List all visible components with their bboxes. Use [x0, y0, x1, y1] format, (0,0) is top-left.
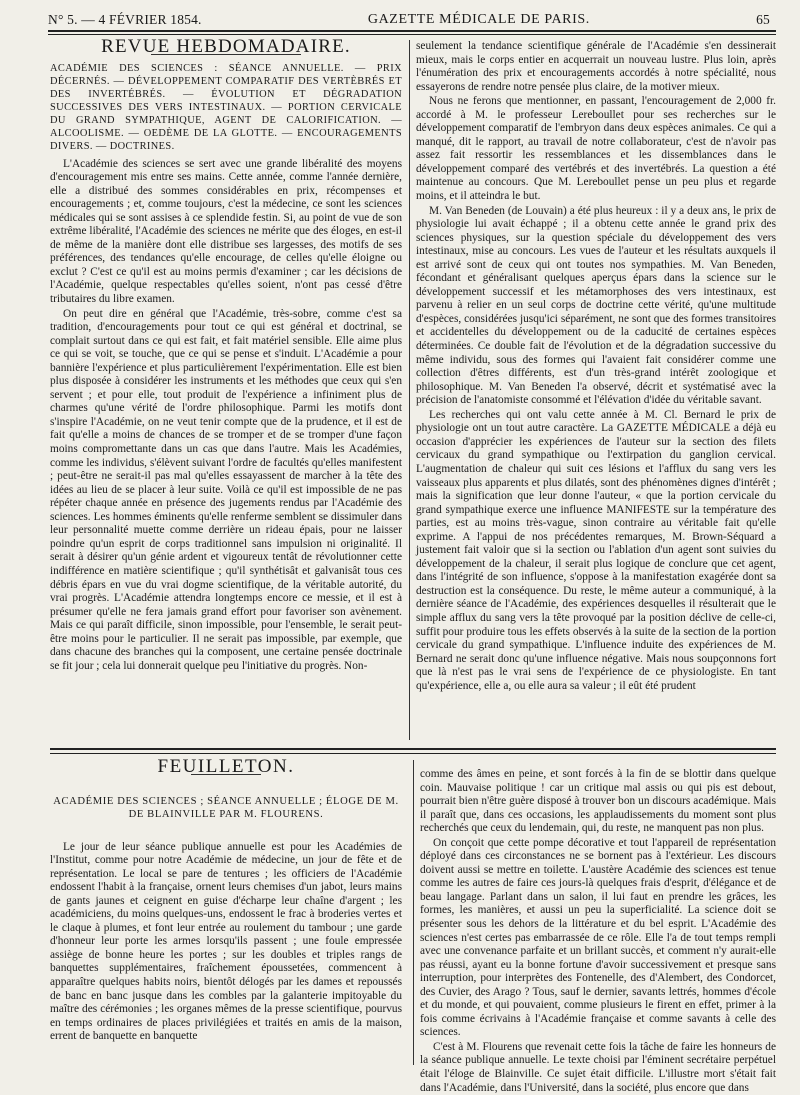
- feuilleton-paragraph: Le jour de leur séance publique annuelle est pour les Académies de l'Institut, comme pour notre Académie de médecine, un jour de fête et de représentation. Le local se pare de tentures ; les officiers de l'Académie endossent l'habit à la française, ornent leurs chemises d'un jabot, leurs mains de gants jaunes et ceignent en guise d'écharpe leur chaîne d'argent ; les académiciens, du moins quelques-uns, endossent le frac à broderies vertes et le claque à plumes, et font leur entrée au roulement du tambour ; une garde d'honneur leur porte les armes lorsqu'ils passent ; une foule empressée assiège de bonne heure les portes ; sur les doubles et triples rangs de banquettes supplémentaires, fraîchement époussetées, commencent à apparaître quelques habits noirs, bientôt délogés par les dames et repoussés de banc en banc jusque dans les combles par la galanterie impitoyable du maître des cérémonies ; les organes mêmes de la presse scientifique, pourvus en temps ordinaires de places privilégiées et traités en amis de la maison, errent de banquette en banquette: [50, 840, 402, 1043]
- feuilleton-paragraph: comme des âmes en peine, et sont forcés à la fin de se blottir dans quelque coin. Mauvaise politique ! car un critique mal assis ou qui pis est debout, pourrait bien n'être guère disposé à trouver bon un discours académique. Mais il paraît que, dans ces occasions, les applaudissements du moment sont plus recherchés que ceux du lendemain, qui, du reste, ne manquent pas non plus.: [420, 768, 776, 835]
- revue-right-column: [416, 40, 776, 736]
- column-divider: [409, 40, 410, 740]
- feuilleton-separator-thin: [50, 753, 776, 754]
- header-rule-thin: [48, 34, 776, 35]
- feuilleton-left-column: [50, 756, 402, 1065]
- feuilleton-right-column: [420, 768, 776, 1094]
- feuilleton-paragraph: C'est à M. Flourens que revenait cette fois la tâche de faire les honneurs de la séance publique annuelle. Le texte choisi par l'éminent secrétaire perpétuel était l'éloge de Blainville. Ce sujet était difficile. L'illustre mort s'était fait dans l'Académie, dans l'Université, dans la société, plus encore que dans: [420, 1040, 776, 1094]
- feuilleton-column-divider: [413, 760, 414, 1065]
- journal-title: GAZETTE MÉDICALE DE PARIS.: [367, 12, 590, 27]
- page-header: [48, 6, 770, 28]
- revue-paragraph: L'Académie des sciences se sert avec une grande libéralité des moyens d'encouragement mis entre ses mains. Cette année, comme l'année dernière, elle a distribué des sommes considérables en prix, récompenses et encouragements ; et, comme toujours, c'est la médecine, ce sont les sciences médicales qui se sont assises à ce splendide festin. Si, au point de vue de son extrême libéralité, l'Académie des sciences ne mérite que des éloges, en est-il de même de la manière dont elle distribue ses largesses, des motifs de ses préférences, des tendances qu'elle encourage, de celles qu'elle éloigne ou exclut ? C'est ce qu'il est au moins permis d'examiner ; car les décisions de l'Académie, quelque respectables qu'elles soient, n'ont pas cessé d'être tributaires du libre examen.: [50, 157, 402, 306]
- header-rule: [48, 30, 776, 32]
- page-number: 65: [756, 12, 770, 27]
- revue-paragraph: Nous ne ferons que mentionner, en passant, l'encouragement de 2,000 fr. accordé à M. le professeur Lereboullet pour ses recherches sur le développement comparatif de l'embryon dans deux espèces animales. Ce qui a manqué, dit le rapport, au travail de notre collaborateur, c'est de n'avoir pas assez fait ressortir les ressemblances et les dissemblances dans le développement comparé des vertébrés et des invertébrés. La question a été maintenue au concours. Que M. Lereboullet pense un peu plus et regarde moins, et il atteindra le but.: [416, 95, 776, 203]
- revue-paragraph: On peut dire en général que l'Académie, très-sobre, comme c'est sa tradition, d'encouragements pour tout ce qui est général et doctrinal, se complait surtout dans ce qui est fait, et fait matériel sensible. Elle aime plus ce qui se voit, se touche, que ce qui se pense et s'induit. L'Académie a pour bannière l'expérience et plus particulièrement l'expérimentation. Elle est bien plus disposée à considérer les instruments et les méthodes que ceux qui s'en servent ; et pour elle, tout produit de l'expérience a infiniment plus de charmes qu'une vérité de l'ordre philosophique. Parmi les motifs dont s'inspire l'Académie, on ne veut tenir compte que de la prudence, et il est de fait qu'elle a moins de chances de se tromper et de se tromper d'une façon moins compromettante dans un cas que dans l'autre. Mais les Académies, comme les individus, s'élèvent suivant l'ordre de facultés qu'elles manifestent ; peut-être ne serait-il pas mal qu'elles essayassent de marcher à la tête des idées au lieu de se placer à leur suite. Voilà ce qu'il est impossible de ne pas répéter chaque année en présence des jugements rendus par l'Académie des sciences. Les hommes éminents qu'elle renferme semblent se dissimuler dans leur personnalité muette comme derrière un rideau épais, pour ne laisser poindre qu'un esprit de corps traditionnel sans impulsion ni originalité. Il serait à désirer qu'un génie ardent et vigoureux tentât de révolutionner cette indifférence en matière scientifique ; qu'il synthétisât et galvanisât tous ces débris épars en vue du vrai dogme scientifique, de la véritable autorité, du vrai progrès. L'Académie attendra longtemps encore ce messie, et il est à présumer qu'elle ne fera jamais grand effort pour favoriser son avènement. Mais ce qui paraît difficile, sinon impossible, pour l'ensemble, le serait peut-être moins pour le particulier. Il ne serait pas impossible, par exemple, que dans chacune des branches qui la composent, une certaine pensée doctrinale se fit jour ; cela lui donnerait quelque peu l'initiative du progrès. Non-: [50, 307, 402, 672]
- feuilleton-paragraph: On conçoit que cette pompe décorative et tout l'appareil de représentation déployé dans ces circonstances ne se bornent pas à l'extérieur. Les discours doivent aussi se mettre en toilette. L'austère Académie des sciences est tenue comme les autres de faire ces jours-là quelques frais d'esprit, d'élégance et de beau langage. Parlant dans un salon, il lui faut en prendre les grâces, les formes, les manières, et aussi un peu la superficialité. La science doit se présenter sous les dehors de la littérature et du bel esprit. L'Académie des sciences n'est certes pas embarrassée de ce rôle. Elle l'a de tout temps rempli avec une convenance parfaite et un brillant succès, et comment n'y aurait-elle pas réussi, ayant eu la bonne fortune d'avoir successivement et presque sans interruption, pour interprètes des Fontenelle, des d'Alembert, des Condorcet, des Cuvier, des Arago ? Tous, sauf le dernier, savants lettrés, hommes d'école et du monde, et qui pouvaient, comme plusieurs le firent en effet, primer à la fois comme écrivains à l'Académie française et comme savants à celle des sciences.: [420, 836, 776, 1039]
- revue-paragraph: seulement la tendance scientifique générale de l'Académie s'en dessinerait mieux, mais le corps entier en acquerrait un nouveau lustre. Plus loin, après l'énumération des prix et encouragements accordés à notre spécialité, nous essayerons de rendre notre pensée plus claire, de la motiver mieux.: [416, 40, 776, 93]
- feuilleton-subtitle: ACADÉMIE DES SCIENCES ; SÉANCE ANNUELLE ; ÉLOGE DE M. DE BLAINVILLE PAR M. FLOURENS.: [53, 795, 399, 820]
- revue-title: REVUE HEBDOMADAIRE.: [101, 36, 351, 57]
- revue-summary: ACADÉMIE DES SCIENCES : SÉANCE ANNUELLE. — PRIX DÉCERNÉS. — DÉVELOPPEMENT COMPARATIF DES VERTÈBRÉS ET DES INVERTÉBRÉS. — ÉVOLUTION ET DÉGRADATION SUCCESSIVES DES VERS INTESTINAUX. — PORTION CERVICALE DU GRAND SYMPATHIQUE, AGENT DE CALORIFICATION. — ALCOOLISME. — OEDÈME DE LA GLOTTE. — ENCOURAGEMENTS DIVERS. — DOCTRINES.: [50, 62, 402, 152]
- feuilleton-separator: [50, 748, 776, 750]
- revue-paragraph: Les recherches qui ont valu cette année à M. Cl. Bernard le prix de physiologie ont un tout autre caractère. La GAZETTE MÉDICALE a déjà eu occasion d'apprécier les expériences de l'auteur sur la section des filets cervicaux du grand sympathique ou l'extirpation du ganglion cervical. L'augmentation de chaleur qui suit ces lésions et l'afflux du sang vers les vaisseaux plus apparents et plus dilatés, sont des phénomènes dignes d'intérêt ; mais la signification que leur donne l'auteur, « que la portion cervicale du grand sympathique exerce une influence MANIFESTE sur la température des parties, est au moins très-vague, sinon contraire au véritable fait qu'elle exprime. A l'appui de nos précédentes remarques, M. Brown-Séquard a justement fait valoir que si la section ou l'ablation d'un agent sont suivies du développement de la chaleur, il serait plus logique de conclure que cet agent, dans l'intégrité de son influence, s'oppose à la manifestation exagérée dont sa destruction est la conséquence. Du reste, le même auteur a communiqué, à la dernière séance de l'Académie, des expériences desquelles il résulterait que le simple afflux du sang vers la tête provoqué par la position déclive de celle-ci, suffit pour produire tous les effets observés à la suite de la section de la portion cervicale du grand sympathique. L'influence induite des expériences de M. Bernard ne serait donc qu'une influence négative. Mais nous soupçonnons fort que là n'est pas le vrai sens de l'expérience de ce physiologiste. En tant qu'expérience, elle a, ou elle aura sa valeur ; il eût été prudent: [416, 408, 776, 692]
- feuilleton-title: FEUILLETON.: [157, 756, 295, 777]
- issue-line: N° 5. — 4 FÉVRIER 1854.: [48, 12, 202, 27]
- revue-paragraph: M. Van Beneden (de Louvain) a été plus heureux : il y a deux ans, le prix de physiologie lui avait échappé ; il a obtenu cette année le grand prix des sciences physiques, sur la question spéciale du développement des vers intestinaux, mise au concours. Les vues de l'auteur et les résultats auxquels il est arrivé sont de ceux qui ont toutes nos sympathies. M. Van Beneden, fécondant et généralisant quelques aperçus épars dans la science sur le développement successif et les métamorphoses des vers intestinaux, est parvenu à relier en un seul corps de doctrine cette vérité, qu'une multitude d'espèces, considérées jusqu'ici séparément, ne sont que des formes transitoires et accidentelles du développement ou de la caducité de certaines espèces déterminées. Ce double fait de l'évolution et de la dégradation successive du même individu, sous des formes qui l'avaient fait considérer comme une collection d'êtres différents, est d'un très-grand intérêt zoologique et philosophique. M. Van Beneden l'a observé, décrit et systématisé avec la précision de l'anatomiste consommé et l'élévation d'idée du véritable savant.: [416, 204, 776, 407]
- revue-left-column: [50, 36, 402, 736]
